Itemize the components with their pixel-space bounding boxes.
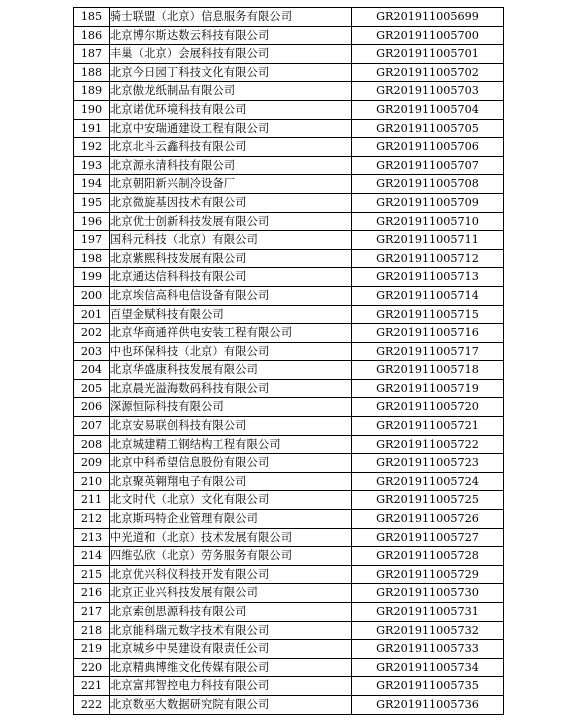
company-name-cell: 北京源永清科技有限公司 — [110, 156, 352, 175]
row-number-cell: 206 — [74, 398, 110, 417]
row-number-cell: 218 — [74, 621, 110, 640]
certificate-number-cell: GR201911005718 — [352, 361, 504, 380]
certificate-number-cell: GR201911005723 — [352, 454, 504, 473]
row-number-cell: 193 — [74, 156, 110, 175]
table-row — [74, 361, 504, 380]
table-row — [74, 82, 504, 101]
row-number-cell: 189 — [74, 82, 110, 101]
company-name-cell: 北京华商通祥供电安装工程有限公司 — [110, 324, 352, 343]
company-name-cell: 国科元科技（北京）有限公司 — [110, 231, 352, 250]
company-name-cell: 北京埃信高科电信设备有限公司 — [110, 286, 352, 305]
table-row — [74, 305, 504, 324]
row-number-cell: 195 — [74, 193, 110, 212]
company-name-cell: 北京北斗云鑫科技有限公司 — [110, 138, 352, 157]
certificate-number-cell: GR201911005714 — [352, 286, 504, 305]
row-number-cell: 222 — [74, 695, 110, 714]
certificate-table — [73, 7, 504, 715]
company-name-cell: 北京优兴科仪科技开发有限公司 — [110, 565, 352, 584]
table-row — [74, 193, 504, 212]
table-row — [74, 286, 504, 305]
certificate-number-cell: GR201911005707 — [352, 156, 504, 175]
row-number-cell: 188 — [74, 63, 110, 82]
company-name-cell: 四维弘欣（北京）劳务服务有限公司 — [110, 547, 352, 566]
certificate-number-cell: GR201911005716 — [352, 324, 504, 343]
row-number-cell: 215 — [74, 565, 110, 584]
certificate-number-cell: GR201911005736 — [352, 695, 504, 714]
table-row — [74, 621, 504, 640]
company-name-cell: 北京中科希望信息股份有限公司 — [110, 454, 352, 473]
company-name-cell: 北京华盛康科技发展有限公司 — [110, 361, 352, 380]
company-name-cell: 百望金赋科技有限公司 — [110, 305, 352, 324]
row-number-cell: 202 — [74, 324, 110, 343]
row-number-cell: 219 — [74, 640, 110, 659]
certificate-number-cell: GR201911005710 — [352, 212, 504, 231]
certificate-number-cell: GR201911005727 — [352, 528, 504, 547]
table-row — [74, 528, 504, 547]
table-row — [74, 8, 504, 27]
row-number-cell: 207 — [74, 417, 110, 436]
company-name-cell: 北京精典博维文化传媒有限公司 — [110, 658, 352, 677]
company-name-cell: 北京紫熙科技发展有限公司 — [110, 249, 352, 268]
row-number-cell: 221 — [74, 677, 110, 696]
row-number-cell: 194 — [74, 175, 110, 194]
row-number-cell: 213 — [74, 528, 110, 547]
certificate-number-cell: GR201911005721 — [352, 417, 504, 436]
company-name-cell: 北京优士创新科技发展有限公司 — [110, 212, 352, 231]
certificate-number-cell: GR201911005725 — [352, 491, 504, 510]
company-name-cell: 中也环保科技（北京）有限公司 — [110, 342, 352, 361]
certificate-number-cell: GR201911005733 — [352, 640, 504, 659]
table-row — [74, 677, 504, 696]
table-row — [74, 491, 504, 510]
row-number-cell: 187 — [74, 45, 110, 64]
certificate-number-cell: GR201911005701 — [352, 45, 504, 64]
certificate-number-cell: GR201911005708 — [352, 175, 504, 194]
company-name-cell: 北京傲龙纸制品有限公司 — [110, 82, 352, 101]
table-row — [74, 175, 504, 194]
row-number-cell: 220 — [74, 658, 110, 677]
certificate-number-cell: GR201911005699 — [352, 8, 504, 27]
certificate-number-cell: GR201911005713 — [352, 268, 504, 287]
row-number-cell: 190 — [74, 100, 110, 119]
certificate-number-cell: GR201911005719 — [352, 379, 504, 398]
table-row — [74, 100, 504, 119]
certificate-number-cell: GR201911005700 — [352, 26, 504, 45]
row-number-cell: 192 — [74, 138, 110, 157]
row-number-cell: 186 — [74, 26, 110, 45]
certificate-number-cell: GR201911005728 — [352, 547, 504, 566]
company-name-cell: 骑士联盟（北京）信息服务有限公司 — [110, 8, 352, 27]
company-name-cell: 北京中安瑞通建设工程有限公司 — [110, 119, 352, 138]
company-name-cell: 北京通达信科科技有限公司 — [110, 268, 352, 287]
company-name-cell: 北京安易联创科技有限公司 — [110, 417, 352, 436]
row-number-cell: 200 — [74, 286, 110, 305]
row-number-cell: 198 — [74, 249, 110, 268]
company-name-cell: 北京博尔斯达数云科技有限公司 — [110, 26, 352, 45]
table-row — [74, 324, 504, 343]
table-row — [74, 342, 504, 361]
certificate-table-body — [74, 8, 504, 715]
certificate-number-cell: GR201911005729 — [352, 565, 504, 584]
certificate-number-cell: GR201911005724 — [352, 472, 504, 491]
table-row — [74, 268, 504, 287]
table-row — [74, 472, 504, 491]
certificate-number-cell: GR201911005731 — [352, 603, 504, 622]
row-number-cell: 209 — [74, 454, 110, 473]
row-number-cell: 205 — [74, 379, 110, 398]
row-number-cell: 204 — [74, 361, 110, 380]
table-row — [74, 379, 504, 398]
row-number-cell: 211 — [74, 491, 110, 510]
table-row — [74, 138, 504, 157]
company-name-cell: 北京晨光溢海数码科技有限公司 — [110, 379, 352, 398]
certificate-number-cell: GR201911005712 — [352, 249, 504, 268]
certificate-number-cell: GR201911005726 — [352, 510, 504, 529]
row-number-cell: 217 — [74, 603, 110, 622]
certificate-number-cell: GR201911005702 — [352, 63, 504, 82]
certificate-number-cell: GR201911005730 — [352, 584, 504, 603]
company-name-cell: 北京城建精工钢结构工程有限公司 — [110, 435, 352, 454]
certificate-number-cell: GR201911005706 — [352, 138, 504, 157]
company-name-cell: 北京聚英翱翔电子有限公司 — [110, 472, 352, 491]
row-number-cell: 185 — [74, 8, 110, 27]
certificate-number-cell: GR201911005703 — [352, 82, 504, 101]
table-row — [74, 231, 504, 250]
table-row — [74, 156, 504, 175]
company-name-cell: 丰巢（北京）会展科技有限公司 — [110, 45, 352, 64]
company-name-cell: 深源恒际科技有限公司 — [110, 398, 352, 417]
company-name-cell: 北京富邦智控电力科技有限公司 — [110, 677, 352, 696]
row-number-cell: 197 — [74, 231, 110, 250]
table-row — [74, 565, 504, 584]
company-name-cell: 北文时代（北京）文化有限公司 — [110, 491, 352, 510]
table-row — [74, 584, 504, 603]
table-row — [74, 640, 504, 659]
certificate-number-cell: GR201911005720 — [352, 398, 504, 417]
certificate-number-cell: GR201911005704 — [352, 100, 504, 119]
table-row — [74, 454, 504, 473]
certificate-number-cell: GR201911005711 — [352, 231, 504, 250]
table-row — [74, 249, 504, 268]
table-row — [74, 212, 504, 231]
table-row — [74, 417, 504, 436]
company-name-cell: 中光道和（北京）技术发展有限公司 — [110, 528, 352, 547]
company-name-cell: 北京诺优环境科技有限公司 — [110, 100, 352, 119]
company-name-cell: 北京数巫大数据研究院有限公司 — [110, 695, 352, 714]
company-name-cell: 北京微旋基因技术有限公司 — [110, 193, 352, 212]
company-name-cell: 北京斯玛特企业管理有限公司 — [110, 510, 352, 529]
company-name-cell: 北京城乡中昊建设有限责任公司 — [110, 640, 352, 659]
table-row — [74, 398, 504, 417]
row-number-cell: 212 — [74, 510, 110, 529]
company-name-cell: 北京索创思源科技有限公司 — [110, 603, 352, 622]
certificate-number-cell: GR201911005709 — [352, 193, 504, 212]
company-name-cell: 北京正业兴科技发展有限公司 — [110, 584, 352, 603]
certificate-number-cell: GR201911005715 — [352, 305, 504, 324]
row-number-cell: 216 — [74, 584, 110, 603]
table-row — [74, 695, 504, 714]
row-number-cell: 208 — [74, 435, 110, 454]
row-number-cell: 196 — [74, 212, 110, 231]
table-row — [74, 658, 504, 677]
row-number-cell: 201 — [74, 305, 110, 324]
row-number-cell: 214 — [74, 547, 110, 566]
row-number-cell: 203 — [74, 342, 110, 361]
row-number-cell: 191 — [74, 119, 110, 138]
table-row — [74, 547, 504, 566]
table-row — [74, 119, 504, 138]
certificate-number-cell: GR201911005734 — [352, 658, 504, 677]
certificate-number-cell: GR201911005735 — [352, 677, 504, 696]
certificate-number-cell: GR201911005722 — [352, 435, 504, 454]
table-row — [74, 45, 504, 64]
row-number-cell: 210 — [74, 472, 110, 491]
certificate-number-cell: GR201911005732 — [352, 621, 504, 640]
company-name-cell: 北京朝阳新兴制冷设备厂 — [110, 175, 352, 194]
row-number-cell: 199 — [74, 268, 110, 287]
certificate-number-cell: GR201911005717 — [352, 342, 504, 361]
table-row — [74, 26, 504, 45]
table-row — [74, 63, 504, 82]
company-name-cell: 北京能科瑞元数字技术有限公司 — [110, 621, 352, 640]
table-row — [74, 510, 504, 529]
certificate-number-cell: GR201911005705 — [352, 119, 504, 138]
table-row — [74, 435, 504, 454]
company-name-cell: 北京今日园丁科技文化有限公司 — [110, 63, 352, 82]
table-row — [74, 603, 504, 622]
